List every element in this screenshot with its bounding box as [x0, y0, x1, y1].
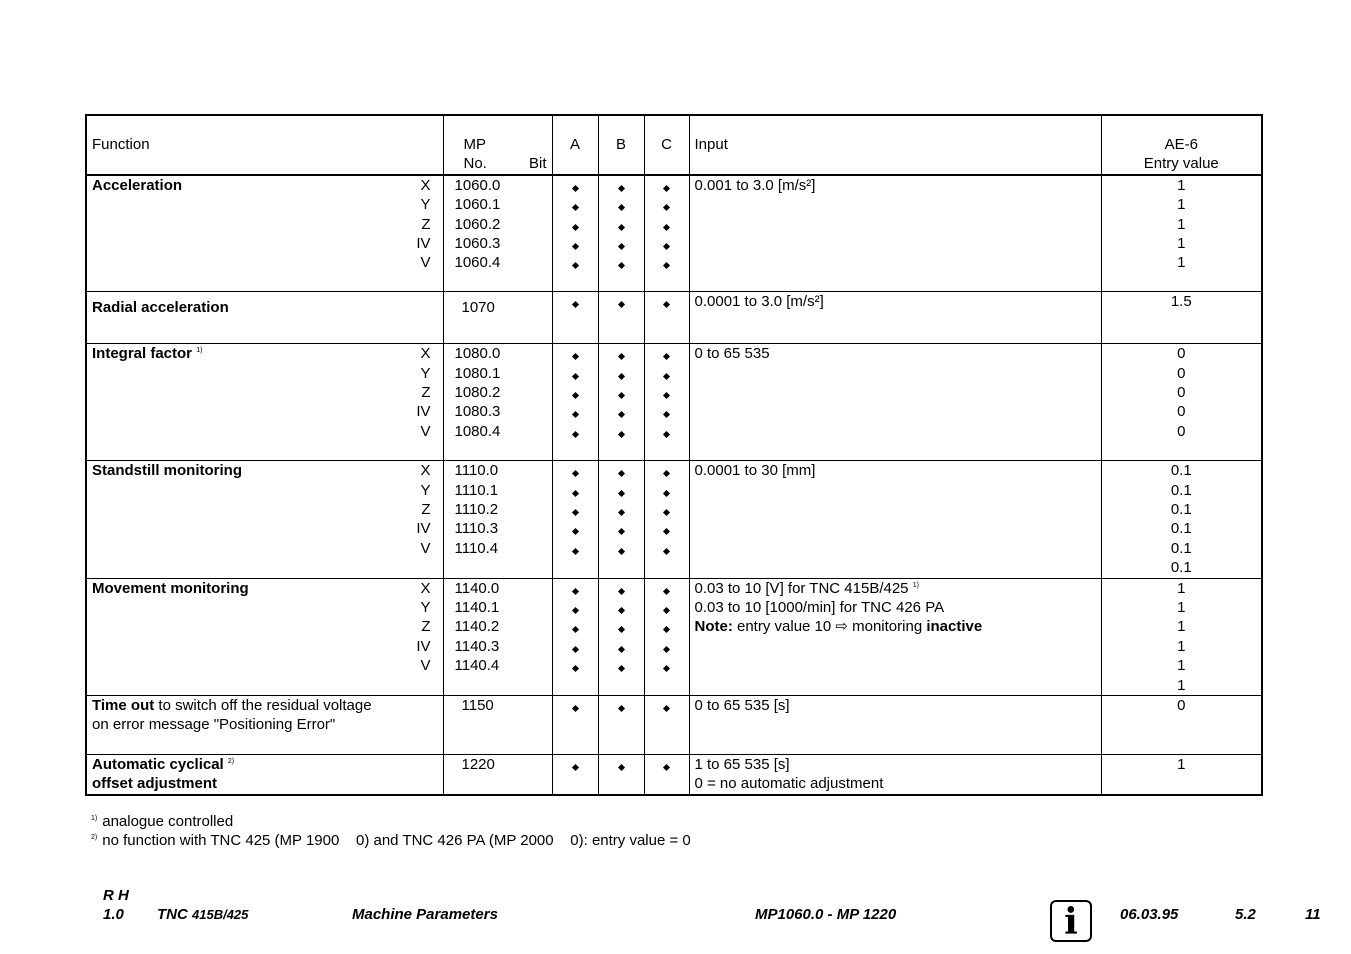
bullet-icon: [571, 431, 578, 438]
row-radial-acceleration: [86, 292, 1262, 344]
header-function: Function: [86, 115, 443, 175]
function-cell: Movement monitoring X Y Z IV V: [86, 578, 443, 695]
bullet-icon: [617, 528, 624, 535]
bullet-icon: [617, 646, 624, 653]
bullet-icon: [617, 262, 624, 269]
bullet-icon: [663, 392, 670, 399]
bullet-icon: [571, 262, 578, 269]
bullet-icon: [617, 470, 624, 477]
function-cell: Standstill monitoring X Y Z IV V: [86, 461, 443, 578]
col-a-marks: [552, 696, 598, 755]
mp-number-cell: 1220: [443, 755, 552, 795]
entry-value-cell: 0.1 0.1 0.1 0.1 0.1 0.1: [1101, 461, 1262, 578]
axes-list: X Y Z IV V: [416, 345, 431, 440]
bullet-icon: [571, 301, 578, 308]
entry-value-cell: 1 1 1 1 1 1: [1101, 578, 1262, 695]
axes-list: X Y Z IV V: [416, 579, 431, 675]
bullet-icon: [617, 353, 624, 360]
bullet-icon: [663, 665, 670, 672]
header-mp: MP No. Bit: [443, 115, 552, 175]
col-b-marks: [598, 696, 644, 755]
bullet-icon: [571, 528, 578, 535]
bullet-icon: [617, 431, 624, 438]
col-c-marks: [644, 292, 689, 344]
bullet-icon: [571, 353, 578, 360]
mp-number-cell: 1150: [443, 696, 552, 755]
input-cell: 0 to 65 535 [s]: [689, 696, 1101, 755]
row-movement-monitoring: [86, 578, 1262, 695]
row-acceleration: [86, 175, 1262, 292]
bullet-icon: [663, 204, 670, 211]
bullet-icon: [663, 588, 670, 595]
bullet-icon: [617, 548, 624, 555]
col-c-marks: [644, 578, 689, 695]
bullet-icon: [571, 373, 578, 380]
bullet-icon: [663, 607, 670, 614]
bullet-icon: [663, 528, 670, 535]
col-a-marks: [552, 175, 598, 292]
bullet-icon: [663, 431, 670, 438]
input-cell: 0.03 to 10 [V] for TNC 415B/425 $^{1)}$ 0.03 to 10 [1000/min] for TNC 426 PA Note: entry value 10 ⇨ monitoring inactive: [689, 578, 1101, 695]
bullet-icon: [571, 588, 578, 595]
footer-chapter: 5.2: [1235, 906, 1256, 923]
footnote-mark: 1): [196, 347, 203, 355]
bullet-icon: [571, 705, 578, 712]
bullet-icon: [663, 646, 670, 653]
bullet-icon: [617, 764, 624, 771]
bullet-icon: [663, 470, 670, 477]
col-b-marks: [598, 578, 644, 695]
col-a-marks: [552, 578, 598, 695]
bullet-icon: [617, 509, 624, 516]
bullet-icon: [617, 204, 624, 211]
bullet-icon: [617, 392, 624, 399]
bullet-icon: [663, 705, 670, 712]
bullet-icon: [663, 353, 670, 360]
bullet-icon: [571, 185, 578, 192]
bullet-icon: [571, 224, 578, 231]
bullet-icon: [663, 301, 670, 308]
input-cell: 0.0001 to 3.0 [m/s²]: [689, 292, 1101, 344]
bullet-icon: [663, 411, 670, 418]
bullet-icon: [571, 392, 578, 399]
bullet-icon: [617, 243, 624, 250]
footnote-mark: 2): [227, 758, 235, 765]
bullet-icon: [617, 588, 624, 595]
header-entry-value: AE-6 Entry value: [1101, 115, 1262, 175]
col-b-marks: [598, 461, 644, 578]
col-a-marks: [552, 755, 598, 795]
header-c: C: [644, 115, 689, 175]
bullet-icon: [663, 509, 670, 516]
footer-page-number: 11: [1305, 906, 1321, 923]
footer-section-title: Machine Parameters: [352, 906, 498, 923]
input-cell: 1 to 65 535 [s] 0 = no automatic adjustment: [689, 755, 1101, 795]
footer-date: 06.03.95: [1120, 906, 1179, 923]
bullet-icon: [663, 626, 670, 633]
machine-parameters-table: [85, 114, 1263, 796]
col-a-marks: [552, 461, 598, 578]
header-bit: Bit: [528, 155, 547, 173]
entry-value-cell: 1: [1101, 755, 1262, 795]
bullet-icon: [571, 665, 578, 672]
footer-rh: R H: [103, 887, 129, 904]
input-cell: 0.001 to 3.0 [m/s²]: [689, 175, 1101, 292]
bullet-icon: [571, 626, 578, 633]
axes-list: X Y Z IV V: [416, 176, 431, 272]
bullet-icon: [571, 548, 578, 555]
row-standstill-monitoring: [86, 461, 1262, 578]
bullet-icon: [617, 607, 624, 614]
row-automatic-offset-adjustment: [86, 755, 1262, 795]
entry-value-cell: 1.5: [1101, 292, 1262, 344]
bullet-icon: [663, 224, 670, 231]
bullet-icon: [663, 764, 670, 771]
function-cell: Acceleration X Y Z IV V: [86, 175, 443, 292]
bullet-icon: [571, 490, 578, 497]
entry-value-cell: 0 0 0 0 0: [1101, 344, 1262, 461]
entry-value-cell: 1 1 1 1 1: [1101, 175, 1262, 292]
footer-version: 1.0: [103, 906, 124, 923]
bullet-icon: [571, 509, 578, 516]
mp-number-cell: 1070: [443, 292, 552, 344]
col-c-marks: [644, 696, 689, 755]
function-cell: Automatic cyclical $^{2)}$ offset adjustment: [86, 755, 443, 795]
bullet-icon: [571, 646, 578, 653]
header-input: Input: [689, 115, 1101, 175]
bullet-icon: [617, 411, 624, 418]
axes-list: X Y Z IV V: [416, 462, 431, 557]
bullet-icon: [617, 665, 624, 672]
col-c-marks: [644, 344, 689, 461]
mp-number-cell: 1080.0 1080.1 1080.2 1080.3 1080.4: [443, 344, 552, 461]
footnotes: [91, 812, 691, 850]
bullet-icon: [571, 411, 578, 418]
row-time-out: [86, 696, 1262, 755]
row-integral-factor: [86, 344, 1262, 461]
header-row: [86, 115, 1262, 175]
col-a-marks: [552, 344, 598, 461]
function-cell: Integral factor $^{1)}$ X Y Z IV V: [86, 344, 443, 461]
col-b-marks: [598, 175, 644, 292]
col-c-marks: [644, 755, 689, 795]
footnote-1: $^{1)}$ analogue controlled: [91, 813, 234, 830]
bullet-icon: [663, 548, 670, 555]
col-b-marks: [598, 292, 644, 344]
mp-number-cell: 1060.0 1060.1 1060.2 1060.3 1060.4: [443, 175, 552, 292]
entry-value-cell: 0: [1101, 696, 1262, 755]
bullet-icon: [571, 243, 578, 250]
header-b: B: [598, 115, 644, 175]
page-footer: [0, 886, 1351, 946]
bullet-icon: [663, 373, 670, 380]
bullet-icon: [663, 262, 670, 269]
bullet-icon: [617, 224, 624, 231]
bullet-icon: [617, 705, 624, 712]
bullet-icon: [617, 490, 624, 497]
bullet-icon: [617, 626, 624, 633]
input-cell: 0 to 65 535: [689, 344, 1101, 461]
footer-product: TNC 415B/425: [157, 906, 249, 923]
footer-parameter-range: MP1060.0 - MP 1220: [755, 906, 897, 923]
bullet-icon: [571, 607, 578, 614]
col-c-marks: [644, 461, 689, 578]
mp-number-cell: 1140.0 1140.1 1140.2 1140.3 1140.4: [443, 578, 552, 695]
col-b-marks: [598, 755, 644, 795]
info-icon: i: [1050, 900, 1092, 942]
bullet-icon: [617, 373, 624, 380]
bullet-icon: [663, 185, 670, 192]
header-a: A: [552, 115, 598, 175]
col-c-marks: [644, 175, 689, 292]
footnote-2: $^{2)}$ no function with TNC 425 (MP 1900 0) and TNC 426 PA (MP 2000 0): entry value = 0: [91, 832, 691, 849]
bullet-icon: [663, 490, 670, 497]
bullet-icon: [571, 204, 578, 211]
function-cell: Time out to switch off the residual voltage on error message "Positioning Error": [86, 696, 443, 755]
function-cell: Radial acceleration: [86, 292, 443, 344]
footnote-mark: 1): [912, 581, 919, 589]
col-b-marks: [598, 344, 644, 461]
mp-number-cell: 1110.0 1110.1 1110.2 1110.3 1110.4: [443, 461, 552, 578]
bullet-icon: [571, 764, 578, 771]
bullet-icon: [663, 243, 670, 250]
bullet-icon: [571, 470, 578, 477]
bullet-icon: [617, 185, 624, 192]
col-a-marks: [552, 292, 598, 344]
bullet-icon: [617, 301, 624, 308]
input-cell: 0.0001 to 30 [mm]: [689, 461, 1101, 578]
